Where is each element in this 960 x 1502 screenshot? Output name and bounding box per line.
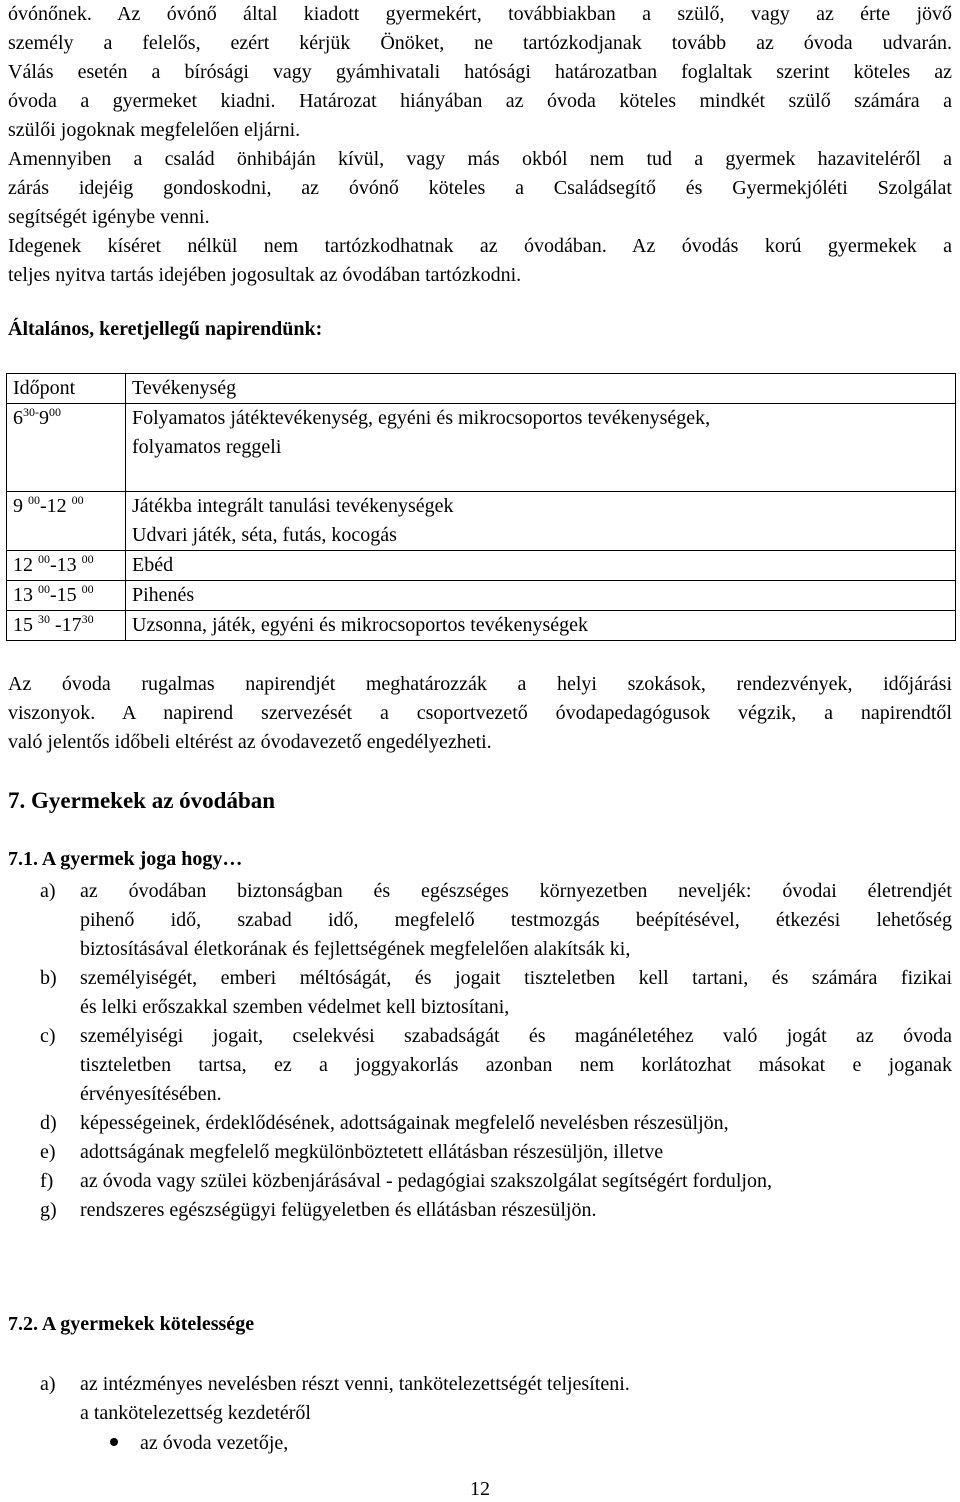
text-line: Az óvoda rugalmas napirendjét meghatározzák a helyi szokások, rendezvények, időjárási bbox=[8, 673, 952, 695]
schedule-heading: Általános, keretjellegű napirendünk: bbox=[8, 318, 323, 340]
text-line: zárás idejéig gondoskodni, az óvónő köteles a Családsegítő és Gyermekjóléti Szolgálat bbox=[8, 177, 952, 199]
time-cell: 12 $^{00}$-13 $^{00}$ bbox=[7, 551, 126, 581]
list-item: f) az óvoda vagy szülei közbenjárásával - pedagógiai szakszolgálat segítségért forduljon, bbox=[40, 1170, 772, 1192]
text-line: való jelentős időbeli eltérést az óvodavezető engedélyezheti. bbox=[8, 731, 492, 753]
page-number: 12 bbox=[470, 1478, 490, 1500]
text-line: óvoda a gyermeket kiadni. Határozat hiányában az óvoda köteles mindkét szülő számára a bbox=[8, 90, 952, 112]
bullet-item: az óvoda vezetője, bbox=[110, 1432, 288, 1455]
table-header-row bbox=[7, 374, 956, 404]
time-cell: 15 $^{30}$ $-17^{30}$ bbox=[7, 611, 126, 641]
text-line: Amennyiben a család önhibáján kívül, vagy más okból nem tud a gyermek hazaviteléről a bbox=[8, 148, 952, 170]
time-cell: 9 $^{00}$-12 $^{00}$ bbox=[7, 492, 126, 551]
table-row bbox=[7, 492, 956, 551]
duties-list bbox=[40, 1370, 952, 1428]
list-item: g) rendszeres egészségügyi felügyeletben és ellátásban részesüljön. bbox=[40, 1199, 597, 1221]
rights-list bbox=[40, 877, 952, 1225]
list-item: a) az óvodában biztonságban és egészséges környezetben neveljék: óvodai életrendjét pihenő idő, szabad idő, megfelelő testmozgás beépítésével, étkezési lehetőség biztosításával életkorának és fejlettségének megfelelően alakítsák ki, bbox=[40, 880, 952, 960]
activity-cell: Ebéd bbox=[126, 551, 956, 581]
text-line: személy a felelős, ezért kérjük Önöket, ne tartózkodjanak tovább az óvoda udvarán. bbox=[8, 32, 952, 54]
list-item: e) adottságának megfelelő megkülönböztetett ellátásban részesüljön, illetve bbox=[40, 1141, 664, 1163]
header-time: Időpont bbox=[7, 374, 126, 404]
activity-cell: Pihenés bbox=[126, 581, 956, 611]
time-cell: 13 $^{00}$-15 $^{00}$ bbox=[7, 581, 126, 611]
activity-cell: Uzsonna, játék, egyéni és mikrocsoportos tevékenységek bbox=[126, 611, 956, 641]
table-row bbox=[7, 551, 956, 581]
table-row bbox=[7, 581, 956, 611]
text-line: Idegenek kíséret nélkül nem tartózkodhatnak az óvodában. Az óvodás korú gyermekek a bbox=[8, 235, 952, 257]
table-row bbox=[7, 611, 956, 641]
subsection-title: 7.2. A gyermekek kötelessége bbox=[8, 1313, 255, 1335]
list-item: a) az intézményes nevelésben részt venni, tankötelezettségét teljesíteni. a tankötelezettség kezdetéről bbox=[40, 1373, 630, 1424]
list-item: b) személyiségét, emberi méltóságát, és jogait tiszteletben kell tartani, és számára fizikai és lelki erőszakkal szemben védelmet kell biztosítani, bbox=[40, 967, 952, 1018]
text-line: segítségét igénybe venni. bbox=[8, 206, 210, 228]
activity-cell: Folyamatos játéktevékenység, egyéni és mikrocsoportos tevékenységek, folyamatos reggeli bbox=[126, 404, 956, 492]
activity-cell: Játékba integrált tanulási tevékenységek Udvari játék, séta, futás, kocogás bbox=[126, 492, 956, 551]
list-item: c) személyiségi jogait, cselekvési szabadságát és magánéletéhez való jogát az óvoda tiszteletben tartsa, ez a joggyakorlás azonban nem korlátozhat másokat e joganak érvényesítésében. bbox=[40, 1025, 952, 1105]
text-line: óvónőnek. Az óvónő által kiadott gyermekért, továbbiakban a szülő, vagy az érte jövő bbox=[8, 3, 952, 25]
napirend-paragraph bbox=[8, 670, 952, 757]
schedule-table bbox=[6, 373, 956, 641]
time-cell: $6^{30-}9^{00}$ bbox=[7, 404, 126, 492]
text-line: szülői jogoknak megfelelően eljárni. bbox=[8, 119, 301, 141]
subsection-title: 7.1. A gyermek joga hogy… bbox=[8, 848, 243, 870]
header-activity: Tevékenység bbox=[126, 374, 956, 404]
text-line: Válás esetén a bírósági vagy gyámhivatali hatósági határozatban foglaltak szerint köteles az bbox=[8, 61, 952, 83]
intro-paragraph bbox=[8, 0, 952, 290]
text-line: teljes nyitva tartás idejében jogosultak az óvodában tartózkodni. bbox=[8, 264, 522, 286]
list-item: d) képességeinek, érdeklődésének, adottságainak megfelelő nevelésben részesüljön, bbox=[40, 1112, 729, 1134]
text-line: viszonyok. A napirend szervezését a csoportvezető óvodapedagógusok végzik, a napirendtől bbox=[8, 702, 952, 724]
table-row bbox=[7, 404, 956, 492]
bullet-icon bbox=[110, 1438, 118, 1446]
section-title: 7. Gyermekek az óvodában bbox=[8, 788, 276, 813]
